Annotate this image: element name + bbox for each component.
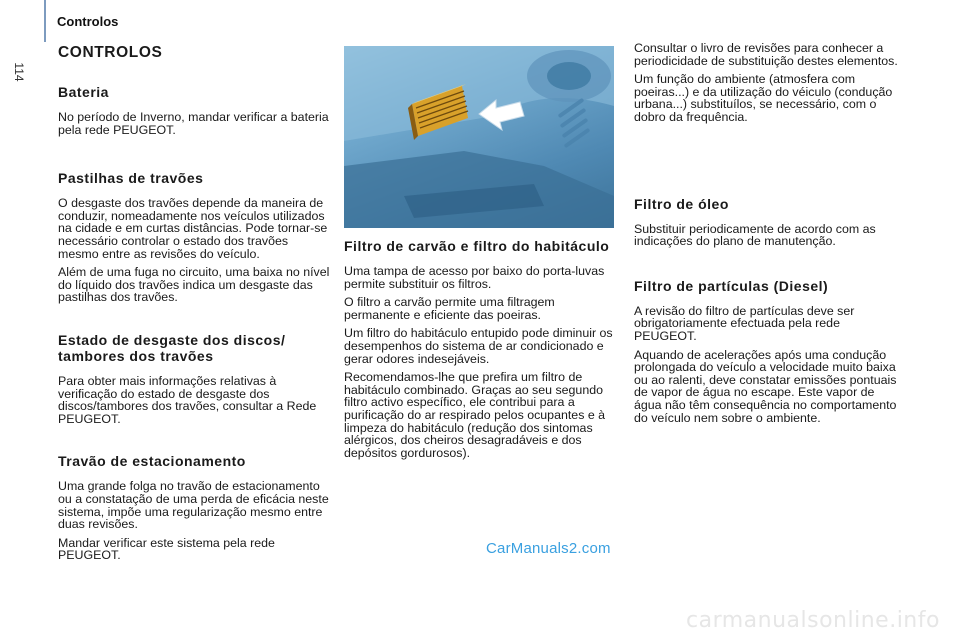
- intro-block: [634, 42, 904, 124]
- paragraph: No período de Inverno, mandar verificar a bateria pela rede PEUGEOT.: [58, 110, 329, 137]
- watermark-carmanuals[interactable]: CarManuals2.com: [486, 540, 611, 557]
- paragraph: O desgaste dos travões depende da maneira de conduzir, nomeadamente nos veículos utilizados na cidade e em curtas distâncias. Pode tornar-se necessário controlar o estado dos travões mesmo entre as revisões do veículo.: [58, 196, 328, 261]
- section-bateria: [58, 84, 330, 136]
- paragraph: Um filtro do habitáculo entupido pode diminuir os desempenhos do sistema de ar condicionado e gerar odores indesejáveis.: [344, 326, 613, 366]
- sidebar-line: [44, 0, 46, 42]
- paragraph: A revisão do filtro de partículas deve ser obrigatoriamente efectuada pela rede PEUGEOT.: [634, 303, 855, 343]
- paragraph: Consultar o livro de revisões para conhecer a periodicidade de substituição destes elementos.: [634, 41, 898, 68]
- section-pastilhas: [58, 170, 330, 304]
- section-title: Filtro de carvão e filtro do habitáculo: [344, 238, 610, 254]
- paragraph: Uma grande folga no travão de estacionamento ou a constatação de uma perda de eficácia neste sistema, impõe uma regularização mesmo entre duas revisões.: [58, 479, 329, 532]
- section-discos: [58, 332, 330, 425]
- section-title: Bateria: [58, 84, 109, 100]
- paragraph: Para obter mais informações relativas à verificação do estado de desgaste dos discos/tambores dos travões, consultar a Rede PEUGEOT.: [58, 373, 317, 426]
- cabin-filter-illustration: [344, 46, 614, 228]
- paragraph: Um função do ambiente (atmosfera com poeiras...) e da utilização do véiculo (condução urbana...) substituílos, se necessário, com o dobro da frequência.: [634, 72, 893, 124]
- section-filtro-oleo: [634, 196, 904, 248]
- page-number: 114: [12, 62, 26, 82]
- section-title: Filtro de óleo: [634, 195, 729, 212]
- column-middle: [344, 40, 616, 483]
- section-title: Estado de desgaste dos discos/ tambores dos travões: [58, 331, 286, 364]
- section-filtro-particulas: [634, 278, 904, 424]
- paragraph: Aquando de acelerações após uma condução prolongada do veículo a velocidade muito baixa ou ao ralenti, deve constatar emissões pontuais de vapor de água no escape. Este vapor de água não têm consequência no comportamento do veículo nem sobre o ambiente.: [634, 347, 897, 425]
- section-title: Filtro de partículas (Diesel): [634, 277, 829, 294]
- paragraph: Recomendamos-lhe que prefira um filtro de habitáculo combinado. Graças ao seu segundo filtro activo específico, ele contribui para a purificação do ar respirado pelos ocupantes e à limpeza do habitáculo (redução dos sintomas alérgicos, dos cheiros desagradáveis e dos depósitos gordurosos).: [344, 370, 606, 460]
- header-title: Controlos: [57, 14, 119, 29]
- column-left: [58, 40, 330, 586]
- section-travao-estacionamento: [58, 453, 330, 562]
- section-filtro-carvao: [344, 238, 616, 459]
- watermark-site[interactable]: carmanualsonline.info: [686, 608, 940, 633]
- filter-drawing: [344, 46, 614, 228]
- paragraph: O filtro a carvão permite uma filtragem permanente e eficiente das poeiras.: [344, 295, 555, 322]
- paragraph: Uma tampa de acesso por baixo do porta-luvas permite substituir os filtros.: [344, 264, 605, 291]
- paragraph: Substituir periodicamente de acordo com as indicações do plano de manutenção.: [634, 221, 876, 249]
- section-title: Travão de estacionamento: [58, 453, 246, 470]
- section-title: Pastilhas de travões: [58, 170, 204, 187]
- paragraph: Mandar verificar este sistema pela rede PEUGEOT.: [58, 535, 275, 563]
- column-right: [634, 40, 904, 448]
- page-title: CONTROLOS: [58, 44, 163, 61]
- paragraph: Além de uma fuga no circuito, uma baixa no nível do líquido dos travões indica um desgaste das pastilhas dos travões.: [58, 265, 330, 305]
